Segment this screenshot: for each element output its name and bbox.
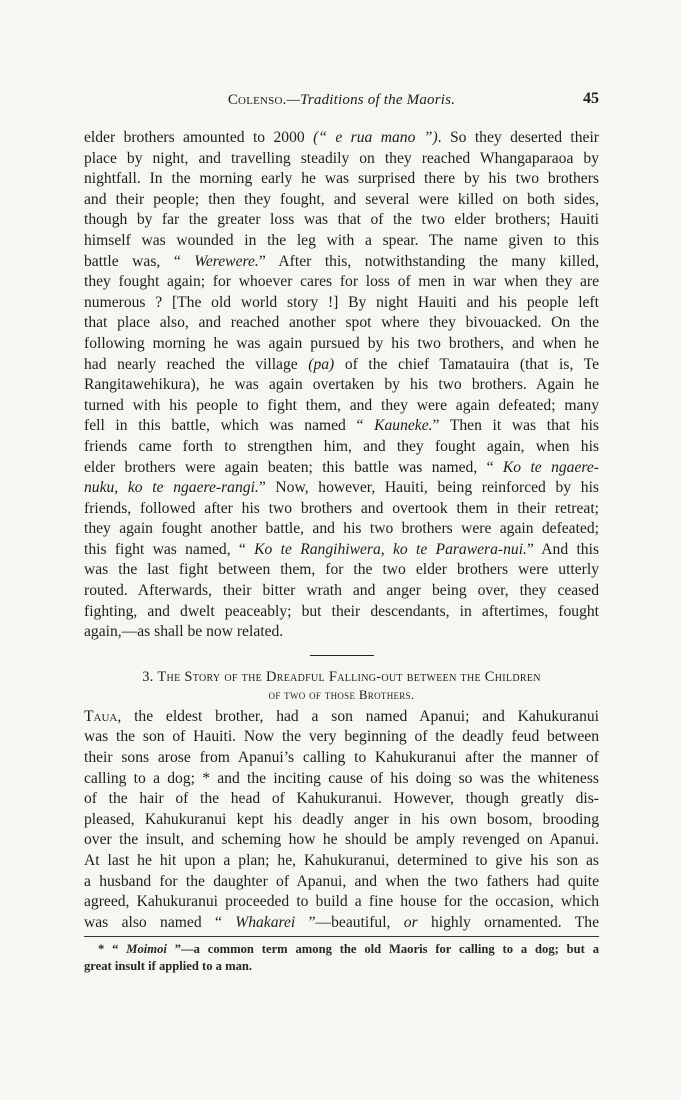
text-line (84, 272, 599, 293)
text-line (84, 231, 599, 252)
text-run: At last he hit upon a plan; he, Kahukuranui, determined to give his son as (84, 852, 599, 869)
emphasis: (“ e rua mano ”) (313, 129, 438, 146)
text-line (84, 727, 599, 748)
text-run: himself was wounded in the leg with a spear. The name given to this (84, 231, 599, 249)
text-run: again,—as shall be now related. (84, 623, 284, 641)
text-run: was the last fight between them, for the two elder brothers were utterly (84, 561, 599, 579)
text-line (84, 707, 599, 728)
text-line (84, 416, 599, 437)
text-line (84, 519, 599, 540)
page-number: 45 (583, 90, 599, 107)
footnote-line-2: great insult if applied to a man. (84, 959, 253, 974)
emphasis: Ko te Rangihiwera, ko te Parawera-nui. (254, 540, 527, 558)
text-run: a husband for the daughter of Apanui, and when the two fathers had quite (84, 872, 599, 890)
emphasis: nuku, ko te ngaere-rangi. (84, 479, 259, 497)
text-line (84, 210, 599, 231)
text-line (84, 252, 599, 273)
text-run: fell in this battle, which was named “ (84, 417, 375, 435)
text-line (84, 437, 599, 458)
running-header (84, 92, 599, 114)
emphasis: Kauneke. (374, 417, 433, 435)
text-run: of the hair of the head of Kahukuranui. However, though greatly dis- (84, 790, 599, 808)
text-run: ”—beautiful, (295, 913, 404, 931)
text-run: that place also, and reached another spot where they bivouacked. On the (84, 314, 599, 332)
page-body (84, 128, 599, 975)
emphasis: Taua (84, 707, 118, 725)
paragraph-2 (84, 707, 599, 934)
running-title (84, 92, 599, 109)
text-line (84, 149, 599, 170)
text-line (84, 190, 599, 211)
text-line (84, 872, 599, 893)
text-line (84, 602, 599, 623)
text-line (84, 355, 599, 376)
footnote-text: ”—a common term among the old Maoris for calling to a dog; but a (166, 942, 600, 957)
text-run: ” And this (526, 540, 599, 558)
section-heading-line-2: of two of those Brothers. (268, 686, 415, 702)
text-run: agreed, Kahukuranui proceeded to build a fine house for the occasion, which (84, 893, 599, 911)
text-run: though by far the greater loss was that of the two elder brothers; Hauiti (84, 211, 599, 229)
text-run: friends, followed after his two brothers and overtook them in their retreat; (84, 499, 599, 517)
footnote-term: Moimoi (126, 942, 167, 957)
text-run: elder brothers were again beaten; this battle was named, “ (84, 458, 503, 476)
footnote-marker: * “ (98, 942, 127, 957)
text-line (84, 851, 599, 872)
text-line (84, 892, 599, 913)
text-run: friends came forth to strengthen him, and they fought again, when his (84, 437, 599, 455)
text-run: ” After this, notwithstanding the many killed, (258, 252, 599, 270)
text-run: pleased, Kahukuranui kept his deadly anger in his own bosom, brooding (84, 810, 599, 828)
section-separator (310, 655, 374, 656)
footnote-line-1 (84, 941, 599, 958)
text-run: was the son of Hauiti. Now the very beginning of the deadly feud between (84, 728, 599, 746)
footnote-rule (84, 936, 599, 937)
text-run: and their people; then they fought, and several were killed on both sides, (84, 190, 599, 208)
text-line (84, 560, 599, 581)
emphasis: Whakarei (235, 913, 296, 931)
text-line (84, 458, 599, 479)
text-line (84, 913, 599, 934)
emphasis: Werewere. (194, 252, 259, 270)
text-run: elder brothers amounted to 2000 (84, 129, 314, 146)
text-run: highly ornamented. The (417, 913, 599, 931)
text-run: they fought again; for whoever cares for loss of men in war when they are (84, 273, 599, 291)
text-run: of the chief Tamatauira (that is, Te (334, 355, 599, 373)
footnote (84, 941, 599, 975)
text-line (84, 810, 599, 831)
emphasis: Ko te ngaere- (502, 458, 599, 476)
emphasis: (pa) (308, 355, 335, 373)
text-line (84, 581, 599, 602)
text-run: numerous ? [The old world story !] By night Hauiti and his people left (84, 293, 599, 311)
text-run: place by night, and travelling steadily on they reached Whangaparaoa by (84, 149, 599, 167)
text-line (84, 396, 599, 417)
text-run: ” Then it was that his (432, 417, 599, 435)
text-line (84, 334, 599, 355)
text-run: they again fought another battle, and his two brothers were again defeated; (84, 520, 599, 538)
text-run: this fight was named, “ (84, 540, 255, 558)
text-run: fighting, and dwelt peaceably; but their descendants, in aftertimes, fought (84, 602, 599, 620)
text-run: turned with his people to fight them, and they were again defeated; many (84, 396, 599, 414)
text-line (84, 313, 599, 334)
text-line (84, 540, 599, 561)
text-run: routed. Afterwards, their bitter wrath and anger being over, they ceased (84, 582, 599, 600)
text-run: . So they deserted their (437, 129, 599, 146)
text-run: , the eldest brother, had a son named Apanui; and Kahukuranui (117, 707, 599, 725)
text-line (84, 789, 599, 810)
text-line (84, 830, 599, 851)
emphasis: or (403, 913, 418, 931)
paragraph-1 (84, 128, 599, 643)
text-run: over the insult, and scheming how he should be amply revenged on Apanui. (84, 831, 599, 849)
text-line (84, 769, 599, 790)
text-line (84, 169, 599, 190)
text-run: had nearly reached the village (84, 355, 309, 373)
header-title: —Traditions of the Maoris. (286, 92, 456, 108)
text-run: ” Now, however, Hauiti, being reinforced by his (258, 479, 599, 497)
text-line (84, 293, 599, 314)
section-heading-line-1: 3. The Story of the Dreadful Falling-out between the Children (142, 668, 541, 685)
text-line (84, 622, 599, 643)
text-run: battle was, “ (84, 252, 195, 270)
text-line (84, 478, 599, 499)
text-line (84, 128, 599, 149)
text-run: their sons arose from Apanui’s calling to Kahukuranui after the manner of (84, 749, 599, 767)
text-run: nightfall. In the morning early he was surprised there by his two brothers (84, 170, 599, 188)
text-run: was also named “ (84, 913, 236, 931)
text-run: calling to a dog; * and the inciting cause of his doing so was the whiteness (84, 769, 599, 787)
section-heading (84, 668, 599, 704)
header-author: Colenso. (227, 92, 287, 108)
text-run: Rangitawehikura), he was again overtaken by his two brothers. Again he (84, 376, 599, 394)
text-line (84, 375, 599, 396)
text-line (84, 748, 599, 769)
text-run: following morning he was again pursued by his two brothers, and when he (84, 334, 599, 352)
text-line (84, 499, 599, 520)
